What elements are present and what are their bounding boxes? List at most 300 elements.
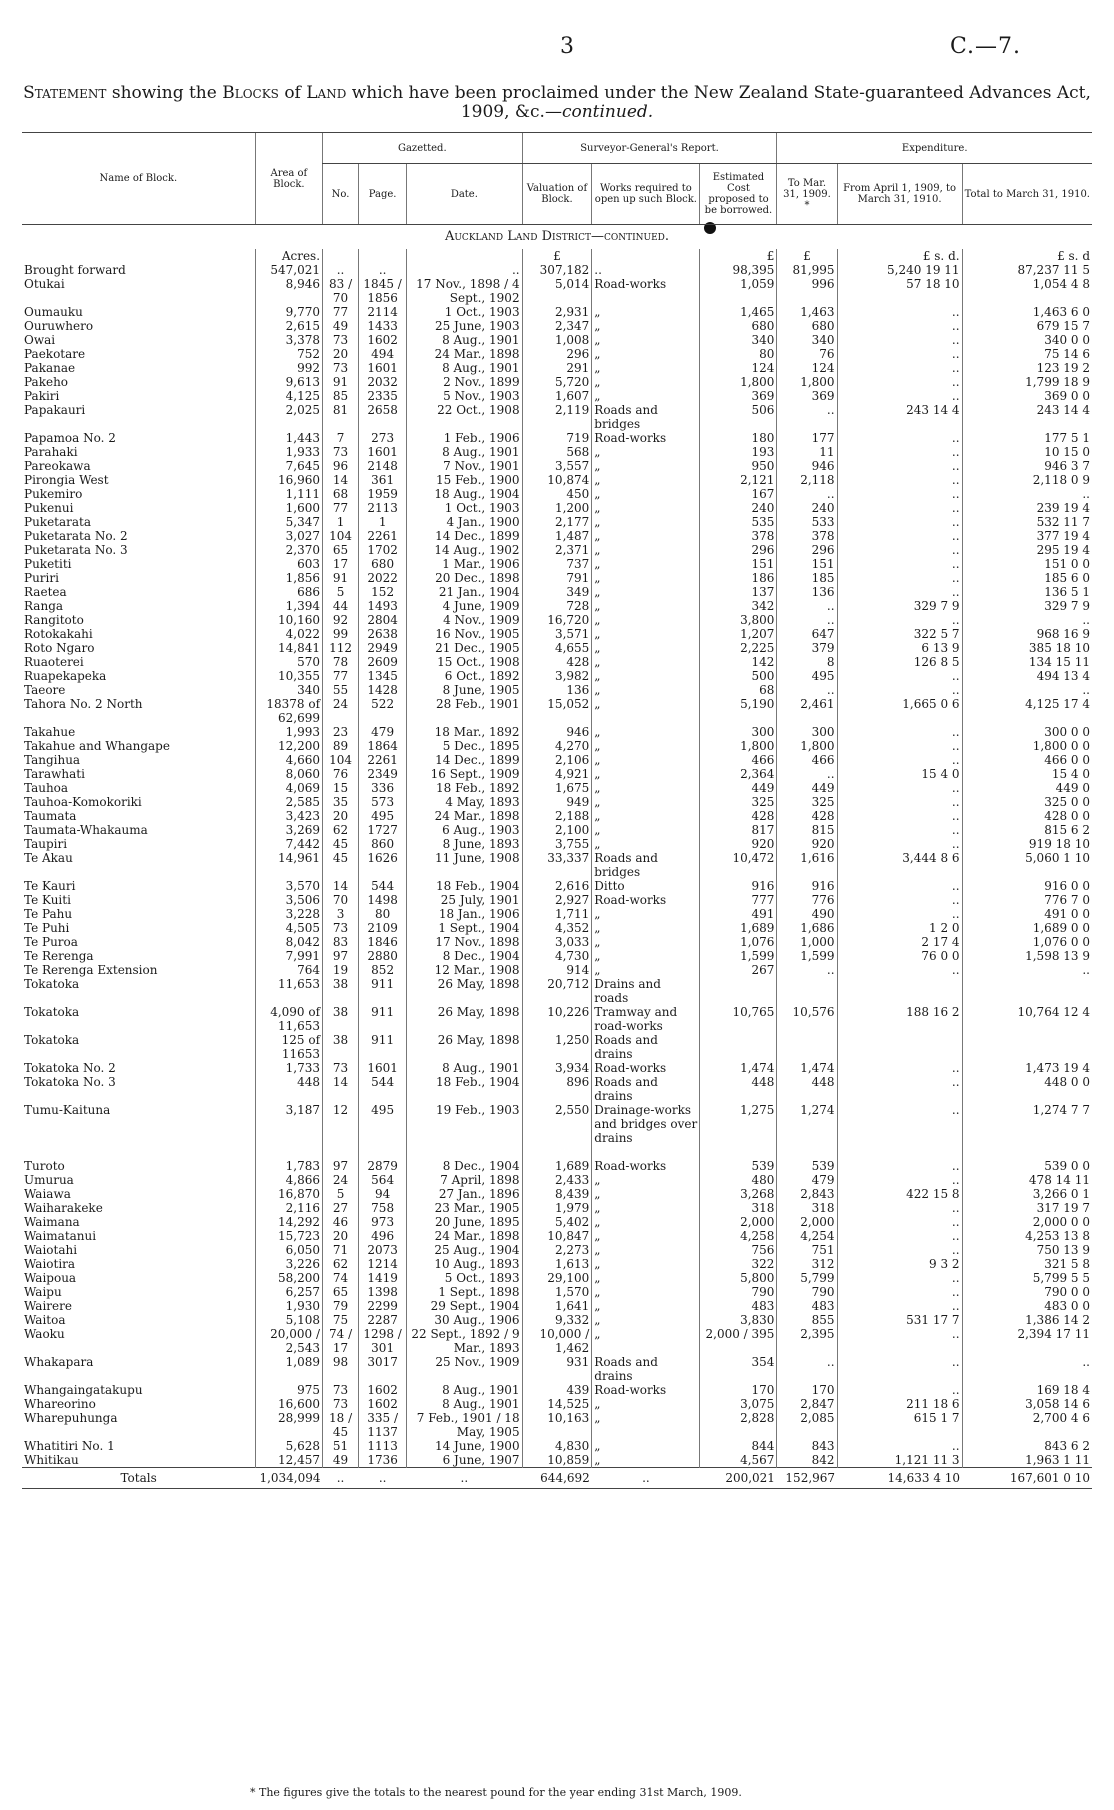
cell-area: 547,021 bbox=[255, 263, 322, 277]
cell-block-name: Brought forward bbox=[24, 263, 126, 277]
cell-from-april-1909: 188 16 2 bbox=[837, 1005, 962, 1033]
cell-works: „ bbox=[592, 445, 700, 459]
cell-estimated-cost: 340 bbox=[700, 333, 777, 347]
cell-total-to-march-1910: 87,237 11 5 bbox=[962, 263, 1092, 277]
cell-gazette-page: 80 bbox=[359, 907, 407, 921]
cell-total-to-march-1910: 428 0 0 bbox=[962, 809, 1092, 823]
cell-block-name: Rangitoto bbox=[24, 613, 84, 627]
cell-valuation: 10,859 bbox=[522, 1453, 592, 1468]
cell-total-to-march-1910: 679 15 7 bbox=[962, 319, 1092, 333]
title-continued: continued. bbox=[561, 102, 654, 122]
cell-estimated-cost: 98,395 bbox=[700, 263, 777, 277]
cell-area: 1,111 bbox=[255, 487, 322, 501]
cell-block-name: Taupiri bbox=[24, 837, 68, 851]
cell-total-to-march-1910: 466 0 0 bbox=[962, 753, 1092, 767]
cell-gazette-page: 1298 / 301 bbox=[359, 1327, 407, 1355]
cell-gazette-page: 1601 bbox=[359, 445, 407, 459]
cell-gazette-no: 17 bbox=[323, 557, 359, 571]
cell-gazette-page: 2148 bbox=[359, 459, 407, 473]
cell-works: „ bbox=[592, 1229, 700, 1243]
cell-gazette-date: 1 Mar., 1906 bbox=[407, 557, 522, 571]
cell-valuation: 737 bbox=[522, 557, 592, 571]
cell-from-april-1909: 1,121 11 3 bbox=[837, 1453, 962, 1468]
cell-gazette-no: 14 bbox=[323, 1075, 359, 1103]
cell-from-april-1909: .. bbox=[837, 389, 962, 403]
table-row bbox=[22, 1397, 1092, 1411]
title-lead: showing the bbox=[111, 83, 217, 103]
cell-total-to-march-1910: 449 0 bbox=[962, 781, 1092, 795]
totals-to-march: 152,967 bbox=[777, 1468, 837, 1489]
cell-block-name: Takahue bbox=[24, 725, 76, 739]
cell-from-april-1909: .. bbox=[837, 319, 962, 333]
cell-estimated-cost: 300 bbox=[700, 725, 777, 739]
cell-to-march-1909: .. bbox=[777, 487, 837, 501]
cell-block-name: Wairere bbox=[24, 1299, 72, 1313]
cell-to-march-1909: 151 bbox=[777, 557, 837, 571]
cell-area: 3,269 bbox=[255, 823, 322, 837]
district-heading: Auckland Land District—continued. bbox=[444, 229, 670, 244]
cell-gazette-date: 5 Nov., 1903 bbox=[407, 389, 522, 403]
cell-valuation: 2,106 bbox=[522, 753, 592, 767]
cell-estimated-cost: 3,800 bbox=[700, 613, 777, 627]
cell-estimated-cost: 1,465 bbox=[700, 305, 777, 319]
cell-valuation: 10,874 bbox=[522, 473, 592, 487]
cell-valuation: 1,711 bbox=[522, 907, 592, 921]
cell-block-name: Tokatoka bbox=[24, 1005, 80, 1019]
cell-valuation: 1,570 bbox=[522, 1285, 592, 1299]
cell-estimated-cost: 756 bbox=[700, 1243, 777, 1257]
cell-valuation: 2,119 bbox=[522, 403, 592, 431]
cell-area: 4,090 of 11,653 bbox=[255, 1005, 322, 1033]
cell-block-name: Tahora No. 2 North bbox=[24, 697, 143, 711]
cell-valuation: 291 bbox=[522, 361, 592, 375]
cell-estimated-cost: 3,830 bbox=[700, 1313, 777, 1327]
cell-gazette-page: 680 bbox=[359, 557, 407, 571]
cell-gazette-date: 20 Dec., 1898 bbox=[407, 571, 522, 585]
cell-to-march-1909: 312 bbox=[777, 1257, 837, 1271]
cell-estimated-cost: 180 bbox=[700, 431, 777, 445]
cell-block-name: Pirongia West bbox=[24, 473, 109, 487]
cell-from-april-1909: 531 17 7 bbox=[837, 1313, 962, 1327]
cell-works: „ bbox=[592, 669, 700, 683]
cell-works: Road-works bbox=[592, 1383, 700, 1397]
cell-valuation: 2,188 bbox=[522, 809, 592, 823]
cell-from-april-1909: .. bbox=[837, 669, 962, 683]
cell-gazette-no: 15 bbox=[323, 781, 359, 795]
cell-total-to-march-1910: 325 0 0 bbox=[962, 795, 1092, 809]
cell-gazette-page: 2335 bbox=[359, 389, 407, 403]
cell-works: „ bbox=[592, 389, 700, 403]
table-row bbox=[22, 347, 1092, 361]
cell-to-march-1909: 81,995 bbox=[777, 263, 837, 277]
cell-estimated-cost: 5,800 bbox=[700, 1271, 777, 1285]
cell-works: Roads and bridges bbox=[592, 403, 700, 431]
cell-works: „ bbox=[592, 1271, 700, 1285]
cell-estimated-cost: 80 bbox=[700, 347, 777, 361]
cell-gazette-page: 544 bbox=[359, 879, 407, 893]
cell-from-april-1909: .. bbox=[837, 683, 962, 697]
cell-valuation: 1,689 bbox=[522, 1159, 592, 1173]
cell-area: 2,116 bbox=[255, 1201, 322, 1215]
cell-block-name: Pukenui bbox=[24, 501, 74, 515]
cell-valuation: 791 bbox=[522, 571, 592, 585]
cell-area: 3,423 bbox=[255, 809, 322, 823]
table-row bbox=[22, 515, 1092, 529]
cell-area: 18378 of 62,699 bbox=[255, 697, 322, 725]
cell-works: „ bbox=[592, 1397, 700, 1411]
header-group-row bbox=[22, 133, 1092, 164]
cell-estimated-cost: 151 bbox=[700, 557, 777, 571]
cell-block-name: Taeore bbox=[24, 683, 66, 697]
cell-gazette-no: 38 bbox=[323, 1033, 359, 1061]
cell-total-to-march-1910: 532 11 7 bbox=[962, 515, 1092, 529]
cell-gazette-no: 44 bbox=[323, 599, 359, 613]
cell-area: 1,443 bbox=[255, 431, 322, 445]
cell-works: „ bbox=[592, 585, 700, 599]
cell-area: 16,600 bbox=[255, 1397, 322, 1411]
cell-total-to-march-1910: .. bbox=[962, 613, 1092, 627]
cell-block-name: Puriri bbox=[24, 571, 59, 585]
cell-from-april-1909 bbox=[837, 1033, 962, 1061]
cell-gazette-no: 65 bbox=[323, 543, 359, 557]
cell-gazette-page: 1428 bbox=[359, 683, 407, 697]
cell-gazette-page: 1214 bbox=[359, 1257, 407, 1271]
cell-estimated-cost: 4,567 bbox=[700, 1453, 777, 1468]
cell-valuation: 29,100 bbox=[522, 1271, 592, 1285]
cell-from-april-1909: .. bbox=[837, 375, 962, 389]
table-row bbox=[22, 739, 1092, 753]
table-row bbox=[22, 1453, 1092, 1468]
cell-estimated-cost bbox=[700, 1033, 777, 1061]
cell-gazette-date: 24 Mar., 1898 bbox=[407, 809, 522, 823]
cell-from-april-1909: 329 7 9 bbox=[837, 599, 962, 613]
cell-to-march-1909: 325 bbox=[777, 795, 837, 809]
cell-from-april-1909 bbox=[837, 977, 962, 1005]
cell-works: .. bbox=[592, 263, 700, 277]
cell-to-march-1909: 1,800 bbox=[777, 739, 837, 753]
cell-gazette-page: 2261 bbox=[359, 753, 407, 767]
cell-from-april-1909: .. bbox=[837, 1243, 962, 1257]
cell-gazette-page: 2287 bbox=[359, 1313, 407, 1327]
cell-total-to-march-1910: 1,274 7 7 bbox=[962, 1103, 1092, 1159]
cell-valuation: 2,273 bbox=[522, 1243, 592, 1257]
cell-valuation: 1,675 bbox=[522, 781, 592, 795]
cell-to-march-1909: 815 bbox=[777, 823, 837, 837]
cell-area: 20,000 / 2,543 bbox=[255, 1327, 322, 1355]
cell-works: „ bbox=[592, 487, 700, 501]
cell-gazette-date: 4 Jan., 1900 bbox=[407, 515, 522, 529]
cell-area: 14,961 bbox=[255, 851, 322, 879]
cell-to-march-1909: 680 bbox=[777, 319, 837, 333]
unit-estimated: £ bbox=[700, 249, 777, 263]
cell-block-name: Tokatoka No. 2 bbox=[24, 1061, 116, 1075]
cell-works: „ bbox=[592, 823, 700, 837]
cell-gazette-page: 2109 bbox=[359, 921, 407, 935]
cell-area: 3,187 bbox=[255, 1103, 322, 1159]
cell-valuation: 4,830 bbox=[522, 1439, 592, 1453]
cell-area: 11,653 bbox=[255, 977, 322, 1005]
cell-from-april-1909: .. bbox=[837, 893, 962, 907]
cell-block-name: Oumauku bbox=[24, 305, 83, 319]
cell-from-april-1909: .. bbox=[837, 571, 962, 585]
table-row bbox=[22, 1257, 1092, 1271]
cell-works: „ bbox=[592, 1439, 700, 1453]
cell-valuation: 15,052 bbox=[522, 697, 592, 725]
cell-estimated-cost: 680 bbox=[700, 319, 777, 333]
cell-gazette-date: 17 Nov., 1898 bbox=[407, 935, 522, 949]
cell-from-april-1909: .. bbox=[837, 1271, 962, 1285]
cell-gazette-date: 18 Feb., 1892 bbox=[407, 781, 522, 795]
cell-gazette-no: 18 / 45 bbox=[323, 1411, 359, 1439]
cell-valuation: 2,931 bbox=[522, 305, 592, 319]
cell-area: 4,125 bbox=[255, 389, 322, 403]
cell-area: 6,257 bbox=[255, 1285, 322, 1299]
cell-block-name: Waiotahi bbox=[24, 1243, 78, 1257]
cell-to-march-1909: 842 bbox=[777, 1453, 837, 1468]
table-row bbox=[22, 445, 1092, 459]
cell-valuation: 568 bbox=[522, 445, 592, 459]
cell-gazette-no: 91 bbox=[323, 571, 359, 585]
cell-block-name: Whatitiri No. 1 bbox=[24, 1439, 115, 1453]
cell-gazette-page: 479 bbox=[359, 725, 407, 739]
cell-gazette-page: 2299 bbox=[359, 1299, 407, 1313]
table-row bbox=[22, 1439, 1092, 1453]
cell-from-april-1909: .. bbox=[837, 1229, 962, 1243]
cell-gazette-date: 14 Dec., 1899 bbox=[407, 529, 522, 543]
cell-block-name: Waitoa bbox=[24, 1313, 66, 1327]
cell-valuation: 3,571 bbox=[522, 627, 592, 641]
cell-works: Road-works bbox=[592, 431, 700, 445]
cell-area: 1,933 bbox=[255, 445, 322, 459]
cell-gazette-date: 1 Feb., 1906 bbox=[407, 431, 522, 445]
cell-valuation: 33,337 bbox=[522, 851, 592, 879]
cell-to-march-1909: .. bbox=[777, 613, 837, 627]
cell-estimated-cost: 1,474 bbox=[700, 1061, 777, 1075]
cell-from-april-1909: 126 8 5 bbox=[837, 655, 962, 669]
cell-from-april-1909: .. bbox=[837, 907, 962, 921]
cell-area: 448 bbox=[255, 1075, 322, 1103]
cell-gazette-no: 49 bbox=[323, 319, 359, 333]
cell-gazette-no: 14 bbox=[323, 879, 359, 893]
unit-total: £ s. d bbox=[962, 249, 1092, 263]
cell-gazette-date: 1 Oct., 1903 bbox=[407, 305, 522, 319]
cell-total-to-march-1910: 177 5 1 bbox=[962, 431, 1092, 445]
cell-block-name: Waimana bbox=[24, 1215, 80, 1229]
cell-gazette-page: 2032 bbox=[359, 375, 407, 389]
cell-block-name: Tokatoka bbox=[24, 1033, 80, 1047]
totals-no: .. bbox=[323, 1468, 359, 1489]
cell-to-march-1909: 790 bbox=[777, 1285, 837, 1299]
cell-block-name: Papamoa No. 2 bbox=[24, 431, 116, 445]
cell-area: 764 bbox=[255, 963, 322, 977]
cell-to-march-1909: 483 bbox=[777, 1299, 837, 1313]
cell-gazette-page: 152 bbox=[359, 585, 407, 599]
cell-total-to-march-1910: 919 18 10 bbox=[962, 837, 1092, 851]
unit-valuation: £ bbox=[522, 249, 592, 263]
cell-from-april-1909: .. bbox=[837, 1383, 962, 1397]
cell-to-march-1909: 1,686 bbox=[777, 921, 837, 935]
cell-estimated-cost: 4,258 bbox=[700, 1229, 777, 1243]
cell-valuation: 10,847 bbox=[522, 1229, 592, 1243]
cell-from-april-1909: .. bbox=[837, 361, 962, 375]
cell-estimated-cost: 1,800 bbox=[700, 375, 777, 389]
table-row bbox=[22, 963, 1092, 977]
cell-gazette-page: 758 bbox=[359, 1201, 407, 1215]
table-row bbox=[22, 375, 1092, 389]
cell-valuation: 349 bbox=[522, 585, 592, 599]
cell-total-to-march-1910: 1,054 4 8 bbox=[962, 277, 1092, 305]
cell-works: „ bbox=[592, 347, 700, 361]
cell-gazette-page: 1601 bbox=[359, 361, 407, 375]
cell-gazette-date: 8 Aug., 1901 bbox=[407, 1061, 522, 1075]
cell-block-name: Waipu bbox=[24, 1285, 62, 1299]
cell-to-march-1909: 1,274 bbox=[777, 1103, 837, 1159]
cell-from-april-1909: .. bbox=[837, 1173, 962, 1187]
table-row bbox=[22, 361, 1092, 375]
cell-gazette-no: 77 bbox=[323, 305, 359, 319]
cell-valuation: 4,921 bbox=[522, 767, 592, 781]
cell-estimated-cost: 186 bbox=[700, 571, 777, 585]
totals-date: .. bbox=[407, 1468, 522, 1489]
cell-block-name: Waiharakeke bbox=[24, 1201, 103, 1215]
cell-valuation: 10,000 / 1,462 bbox=[522, 1327, 592, 1355]
cell-area: 1,930 bbox=[255, 1299, 322, 1313]
cell-gazette-date: 8 June, 1905 bbox=[407, 683, 522, 697]
cell-gazette-no: 27 bbox=[323, 1201, 359, 1215]
cell-works: „ bbox=[592, 1243, 700, 1257]
cell-gazette-date: 7 Nov., 1901 bbox=[407, 459, 522, 473]
cell-to-march-1909: 2,395 bbox=[777, 1327, 837, 1355]
cell-gazette-date: 8 Aug., 1901 bbox=[407, 361, 522, 375]
cell-to-march-1909: 379 bbox=[777, 641, 837, 655]
cell-to-march-1909: 4,254 bbox=[777, 1229, 837, 1243]
cell-gazette-page: 2879 bbox=[359, 1159, 407, 1173]
district-row bbox=[22, 225, 1092, 250]
cell-block-name: Pareokawa bbox=[24, 459, 91, 473]
cell-to-march-1909: 1,599 bbox=[777, 949, 837, 963]
table-row bbox=[22, 627, 1092, 641]
cell-valuation: 728 bbox=[522, 599, 592, 613]
cell-estimated-cost: 124 bbox=[700, 361, 777, 375]
cell-works: „ bbox=[592, 305, 700, 319]
cell-gazette-date: 22 Sept., 1892 / 9 Mar., 1893 bbox=[407, 1327, 522, 1355]
cell-works: „ bbox=[592, 655, 700, 669]
cell-works: „ bbox=[592, 1327, 700, 1355]
cell-estimated-cost: 10,472 bbox=[700, 851, 777, 879]
cell-from-april-1909: .. bbox=[837, 445, 962, 459]
cell-gazette-page: 336 bbox=[359, 781, 407, 795]
table-row bbox=[22, 501, 1092, 515]
cell-gazette-page: 564 bbox=[359, 1173, 407, 1187]
cell-total-to-march-1910: 968 16 9 bbox=[962, 627, 1092, 641]
cell-area: 3,506 bbox=[255, 893, 322, 907]
cell-to-march-1909: 2,085 bbox=[777, 1411, 837, 1439]
cell-gazette-date: 18 Mar., 1892 bbox=[407, 725, 522, 739]
cell-area: 14,841 bbox=[255, 641, 322, 655]
cell-estimated-cost: 844 bbox=[700, 1439, 777, 1453]
cell-total-to-march-1910: 1,386 14 2 bbox=[962, 1313, 1092, 1327]
cell-gazette-page: 3017 bbox=[359, 1355, 407, 1383]
cell-gazette-page: 1398 bbox=[359, 1285, 407, 1299]
cell-valuation: 3,755 bbox=[522, 837, 592, 851]
cell-valuation: 1,008 bbox=[522, 333, 592, 347]
cell-total-to-march-1910: 750 13 9 bbox=[962, 1243, 1092, 1257]
cell-works: Drains and roads bbox=[592, 977, 700, 1005]
cell-estimated-cost: 491 bbox=[700, 907, 777, 921]
table-row bbox=[22, 403, 1092, 431]
table-row bbox=[22, 263, 1092, 277]
cell-gazette-date: 8 Dec., 1904 bbox=[407, 1159, 522, 1173]
cell-works: Road-works bbox=[592, 277, 700, 305]
cell-gazette-no: 104 bbox=[323, 753, 359, 767]
cell-block-name: Tumu-Kaituna bbox=[24, 1103, 111, 1117]
cell-total-to-march-1910: 843 6 2 bbox=[962, 1439, 1092, 1453]
cell-gazette-date: 20 June, 1895 bbox=[407, 1215, 522, 1229]
cell-gazette-no: 12 bbox=[323, 1103, 359, 1159]
cell-works: Road-works bbox=[592, 1061, 700, 1075]
cell-to-march-1909: 136 bbox=[777, 585, 837, 599]
cell-gazette-no: 70 bbox=[323, 893, 359, 907]
table-row bbox=[22, 1243, 1092, 1257]
cell-to-march-1909: 318 bbox=[777, 1201, 837, 1215]
cell-works: „ bbox=[592, 557, 700, 571]
table-row bbox=[22, 683, 1092, 697]
cell-gazette-date: 15 Oct., 1908 bbox=[407, 655, 522, 669]
cell-block-name: Whangaingatakupu bbox=[24, 1383, 143, 1397]
table-row bbox=[22, 655, 1092, 669]
cell-to-march-1909: 5,799 bbox=[777, 1271, 837, 1285]
cell-gazette-date: 25 July, 1901 bbox=[407, 893, 522, 907]
cell-works: „ bbox=[592, 809, 700, 823]
cell-valuation: 136 bbox=[522, 683, 592, 697]
table-row bbox=[22, 1201, 1092, 1215]
table-row bbox=[22, 459, 1092, 473]
cell-works: „ bbox=[592, 781, 700, 795]
totals-valuation: 644,692 bbox=[522, 1468, 592, 1489]
cell-from-april-1909: .. bbox=[837, 879, 962, 893]
cell-estimated-cost: 449 bbox=[700, 781, 777, 795]
cell-works: „ bbox=[592, 739, 700, 753]
cell-gazette-no: 38 bbox=[323, 1005, 359, 1033]
cell-valuation: 1,613 bbox=[522, 1257, 592, 1271]
cell-from-april-1909: .. bbox=[837, 1215, 962, 1229]
cell-gazette-no: 73 bbox=[323, 921, 359, 935]
cell-area: 10,355 bbox=[255, 669, 322, 683]
totals-row bbox=[22, 1468, 1092, 1489]
cell-gazette-date: 1 Oct., 1903 bbox=[407, 501, 522, 515]
cell-works: „ bbox=[592, 599, 700, 613]
cell-block-name: Ruapekapeka bbox=[24, 669, 107, 683]
cell-gazette-date: 4 Nov., 1909 bbox=[407, 613, 522, 627]
table-row bbox=[22, 1313, 1092, 1327]
header-surveyor: Surveyor-General's Report. bbox=[522, 133, 777, 164]
cell-total-to-march-1910: 10 15 0 bbox=[962, 445, 1092, 459]
cell-total-to-march-1910: .. bbox=[962, 1355, 1092, 1383]
cell-gazette-date: 5 Oct., 1893 bbox=[407, 1271, 522, 1285]
cell-gazette-date: 4 May, 1893 bbox=[407, 795, 522, 809]
cell-area: 752 bbox=[255, 347, 322, 361]
cell-to-march-1909: 855 bbox=[777, 1313, 837, 1327]
header-no: No. bbox=[323, 164, 359, 225]
cell-total-to-march-1910: 1,598 13 9 bbox=[962, 949, 1092, 963]
table-row bbox=[22, 697, 1092, 725]
cell-from-april-1909: .. bbox=[837, 305, 962, 319]
cell-area: 1,600 bbox=[255, 501, 322, 515]
cell-gazette-no: 20 bbox=[323, 809, 359, 823]
cell-block-name: Puketiti bbox=[24, 557, 72, 571]
cell-from-april-1909: 615 1 7 bbox=[837, 1411, 962, 1439]
cell-gazette-page: 1602 bbox=[359, 1383, 407, 1397]
